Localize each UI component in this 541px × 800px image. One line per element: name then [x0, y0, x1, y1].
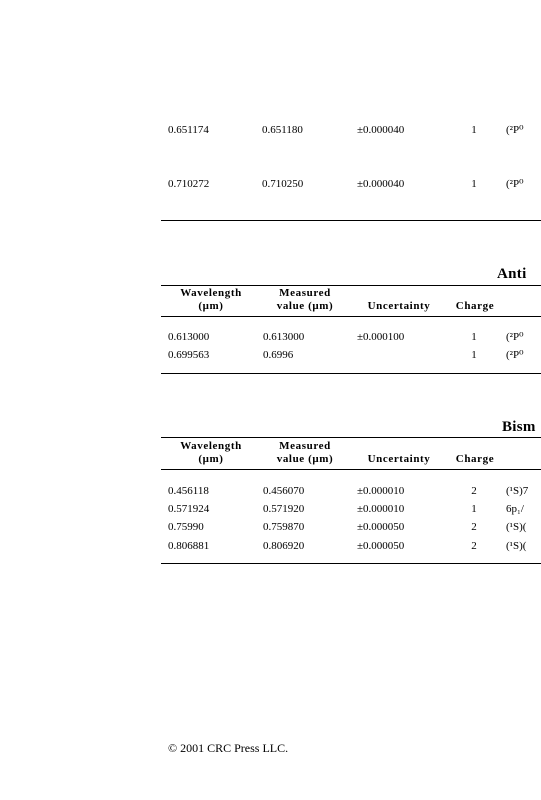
header-line: value (μm) [276, 453, 334, 465]
table-cell-measured: 0.806920 [263, 540, 305, 552]
table-cell-transition: (²P⁰ [506, 124, 524, 136]
header-line: Wavelength [180, 440, 242, 452]
column-header-charge: Charge [455, 300, 495, 312]
header-line: value (μm) [276, 300, 334, 312]
table-cell-wavelength: 0.651174 [168, 124, 209, 136]
table-cell-uncertainty: ±0.000010 [357, 503, 405, 515]
section-title-antimony: Anti [497, 266, 527, 282]
column-header-uncertainty: Uncertainty [367, 300, 431, 312]
table-cell-uncertainty: ±0.000050 [357, 521, 405, 533]
header-line: (μm) [198, 300, 224, 312]
table-cell-measured: 0.6996 [263, 349, 294, 361]
table-cell-charge: 1 [471, 331, 477, 343]
table-cell-transition: (²P⁰ [506, 349, 524, 361]
table-cell-wavelength: 0.806881 [168, 540, 210, 552]
table-cell-transition: (¹S)( [506, 540, 527, 552]
section-title-bismuth: Bism [502, 419, 536, 435]
table-cell-charge: 2 [471, 485, 477, 497]
header-line: Measured [279, 287, 331, 299]
table-cell-uncertainty: ±0.000100 [357, 331, 405, 343]
header-line: (μm) [198, 453, 224, 465]
column-header-wavelength [168, 287, 254, 313]
copyright-footer: © 2001 CRC Press LLC. [168, 741, 289, 755]
table-cell-measured: 0.571920 [263, 503, 305, 515]
table-cell-measured: 0.456070 [263, 485, 305, 497]
table-cell-transition: (¹S)7 [506, 485, 529, 497]
table-cell-measured: 0.651180 [262, 124, 303, 136]
table-cell-measured: 0.613000 [263, 331, 305, 343]
table-cell-uncertainty: ±0.000050 [357, 540, 405, 552]
table-cell-transition: 6p₁/ [506, 503, 524, 515]
table-cell-measured: 0.759870 [263, 521, 305, 533]
table-cell-wavelength: 0.571924 [168, 503, 210, 515]
header-line: Measured [279, 440, 331, 452]
table-bottom-rule [161, 373, 541, 374]
table-cell-wavelength: 0.75990 [168, 521, 204, 533]
column-header-measured [266, 440, 344, 466]
table-bottom-rule [161, 220, 541, 221]
header-line: Wavelength [180, 287, 242, 299]
table-cell-transition: (²P⁰ [506, 331, 524, 343]
header-rule [161, 469, 541, 470]
table-cell-transition: (¹S)( [506, 521, 527, 533]
table-bottom-rule [161, 563, 541, 564]
column-header-measured [266, 287, 344, 313]
table-cell-charge: 2 [471, 540, 477, 552]
column-header-uncertainty: Uncertainty [367, 453, 431, 465]
table-cell-uncertainty: ±0.000040 [357, 124, 405, 136]
table-cell-charge: 1 [471, 178, 477, 190]
table-cell-uncertainty: ±0.000040 [357, 178, 405, 190]
table-cell-wavelength: 0.699563 [168, 349, 210, 361]
table-cell-measured: 0.710250 [262, 178, 304, 190]
table-cell-charge: 1 [471, 124, 477, 136]
table-top-rule [161, 285, 541, 286]
column-header-charge: Charge [455, 453, 495, 465]
table-cell-wavelength: 0.613000 [168, 331, 210, 343]
header-rule [161, 316, 541, 317]
table-cell-wavelength: 0.456118 [168, 485, 209, 497]
table-cell-uncertainty: ±0.000010 [357, 485, 405, 497]
table-cell-wavelength: 0.710272 [168, 178, 210, 190]
table-cell-charge: 1 [471, 349, 477, 361]
table-top-rule [161, 437, 541, 438]
table-cell-transition: (²P⁰ [506, 178, 524, 190]
table-cell-charge: 1 [471, 503, 477, 515]
column-header-wavelength [168, 440, 254, 466]
table-cell-charge: 2 [471, 521, 477, 533]
